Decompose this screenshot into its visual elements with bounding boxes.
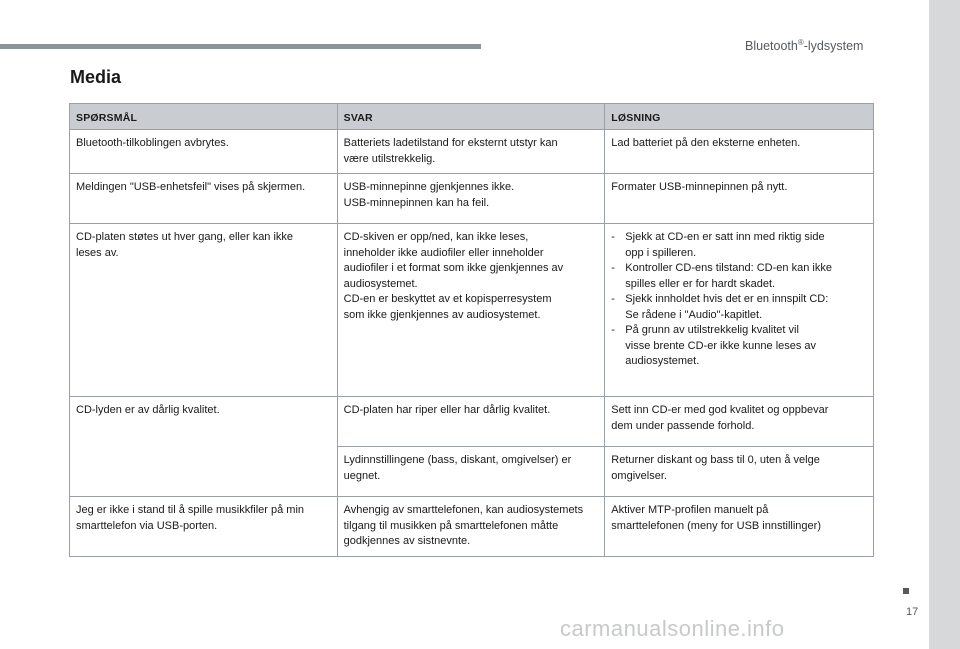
page-marker: [903, 588, 909, 594]
question-cell: Jeg er ikke i stand til å spille musikkfiler på min smarttelefon via USB-porten.: [70, 497, 338, 557]
page-number: 17: [906, 606, 919, 618]
table-row: [70, 397, 874, 447]
watermark: carmanualsonline.info: [560, 616, 785, 641]
answer-cell: Avhengig av smarttelefonen, kan audiosystemets tilgang til musikken på smarttelefonen måtte godkjennes av sistnevnte.: [337, 497, 605, 557]
answer-cell: USB-minnepinne gjenkjennes ikke. USB-minnepinnen kan ha feil.: [337, 174, 605, 224]
answer-cell: Lydinnstillingene (bass, diskant, omgivelser) er uegnet.: [337, 447, 605, 497]
solution-cell: [605, 224, 874, 397]
solution-cell: Formater USB-minnepinnen på nytt.: [605, 174, 874, 224]
solution-cell: Lad batteriet på den eksterne enheten.: [605, 130, 874, 174]
column-header-answer: SVAR: [337, 104, 605, 130]
side-strip: [929, 0, 960, 649]
answer-cell: CD-platen har riper eller har dårlig kvalitet.: [337, 397, 605, 447]
header-bar: [0, 44, 481, 49]
list-item: - Kontroller CD-ens tilstand: CD-en kan ikke spilles eller er for hardt skadet.: [611, 261, 867, 292]
column-header-solution: LØSNING: [605, 104, 874, 130]
chapter-title: Bluetooth®-lydsystem: [745, 37, 864, 53]
troubleshooting-table: [69, 103, 874, 557]
solution-cell: Aktiver MTP-profilen manuelt på smarttelefonen (meny for USB innstillinger): [605, 497, 874, 557]
question-cell: Meldingen "USB-enhetsfeil" vises på skjermen.: [70, 174, 338, 224]
column-header-question: SPØRSMÅL: [70, 104, 338, 130]
solution-list: [611, 230, 867, 370]
solution-cell: Sett inn CD-er med god kvalitet og oppbevar dem under passende forhold.: [605, 397, 874, 447]
question-cell: Bluetooth-tilkoblingen avbrytes.: [70, 130, 338, 174]
answer-cell: CD-skiven er opp/ned, kan ikke leses, inneholder ikke audiofiler eller inneholder audiofiler i et format som ikke gjenkjennes av audiosystemet. CD-en er beskyttet av et kopisperresystem som ikke gjenkjennes av audiosystemet.: [337, 224, 605, 397]
list-item: - Sjekk at CD-en er satt inn med riktig side opp i spilleren.: [611, 230, 867, 261]
table-row: [70, 130, 874, 174]
list-item: - Sjekk innholdet hvis det er en innspilt CD: Se rådene i "Audio"-kapitlet.: [611, 292, 867, 323]
section-title: Media: [70, 67, 122, 87]
table-row: [70, 224, 874, 397]
question-cell: CD-platen støtes ut hver gang, eller kan ikke leses av.: [70, 224, 338, 397]
list-item: - På grunn av utilstrekkelig kvalitet vil visse brente CD-er ikke kunne leses av audiosystemet.: [611, 323, 867, 370]
table-row: [70, 174, 874, 224]
question-cell: CD-lyden er av dårlig kvalitet.: [70, 397, 338, 497]
answer-cell: Batteriets ladetilstand for eksternt utstyr kan være utilstrekkelig.: [337, 130, 605, 174]
table-row: [70, 497, 874, 557]
table-header-row: [70, 104, 874, 130]
solution-cell: Returner diskant og bass til 0, uten å velge omgivelser.: [605, 447, 874, 497]
